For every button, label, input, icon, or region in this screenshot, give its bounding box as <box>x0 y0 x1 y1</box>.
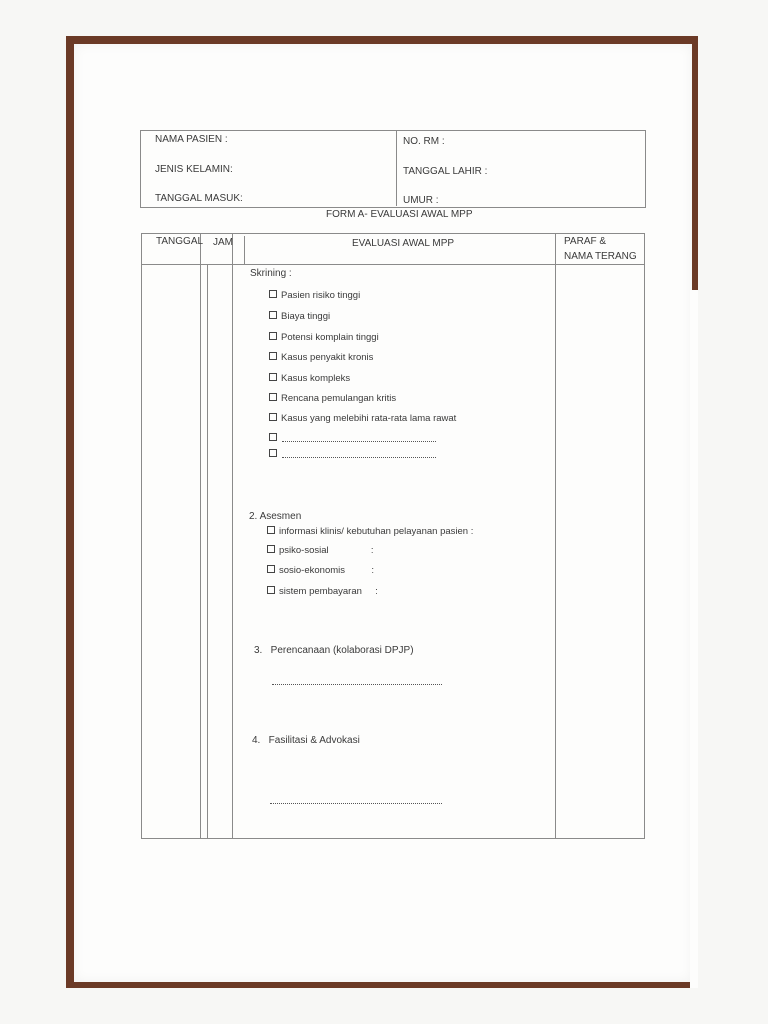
skrining-item: Biaya tinggi <box>269 311 330 323</box>
checkbox-icon <box>269 290 277 298</box>
asesmen-item: informasi klinis/ kebutuhan pelayanan pasien : <box>267 526 473 538</box>
inner-divider-header <box>244 236 245 264</box>
skrining-blank-item <box>269 433 281 445</box>
skrining-item: Rencana pemulangan kritis <box>269 393 396 405</box>
skrining-heading: Skrining : <box>250 268 292 279</box>
patient-info-divider <box>396 130 397 206</box>
asesmen-item: sosio-ekonomis : <box>267 565 374 577</box>
skrining-item: Potensi komplain tinggi <box>269 332 379 344</box>
header-paraf-line2: NAMA TERANG <box>564 251 637 262</box>
dotted-fill-line <box>282 441 436 442</box>
dotted-fill-line <box>282 457 436 458</box>
checkbox-icon <box>269 311 277 319</box>
checkbox-icon <box>269 413 277 421</box>
checkbox-icon <box>269 332 277 340</box>
checkbox-icon <box>269 373 277 381</box>
header-paraf-line1: PARAF & <box>564 236 607 247</box>
skrining-item: Kasus yang melebihi rata-rata lama rawat <box>269 413 456 425</box>
form-title: FORM A- EVALUASI AWAL MPP <box>326 209 473 220</box>
column-divider-jam <box>232 233 233 838</box>
perencanaan-heading: 3. Perencanaan (kolaborasi DPJP) <box>254 645 414 656</box>
tanggal-masuk-label: TANGGAL MASUK: <box>155 193 243 204</box>
column-divider-evaluasi <box>555 233 556 838</box>
no-rm-label: NO. RM : <box>403 136 445 147</box>
dotted-fill-line <box>272 684 442 685</box>
column-divider-tanggal <box>200 233 201 838</box>
skrining-item: Kasus penyakit kronis <box>269 352 373 364</box>
umur-label: UMUR : <box>403 195 439 206</box>
asesmen-heading: 2. Asesmen <box>249 511 302 522</box>
checkbox-icon <box>267 526 275 534</box>
checkbox-icon <box>267 565 275 573</box>
fasilitasi-heading: 4. Fasilitasi & Advokasi <box>252 735 360 746</box>
checkbox-icon <box>267 545 275 553</box>
checkbox-icon <box>269 352 277 360</box>
checkbox-icon <box>267 586 275 594</box>
asesmen-item: sistem pembayaran : <box>267 586 378 598</box>
dotted-fill-line <box>270 803 442 804</box>
nama-pasien-label: NAMA PASIEN : <box>155 134 228 145</box>
inner-divider-left <box>207 264 208 838</box>
checkbox-icon <box>269 433 277 441</box>
skrining-blank-item <box>269 449 281 461</box>
skrining-item: Pasien risiko tinggi <box>269 290 360 302</box>
checkbox-icon <box>269 449 277 457</box>
asesmen-item: psiko-sosial : <box>267 545 374 557</box>
header-evaluasi: EVALUASI AWAL MPP <box>352 238 455 249</box>
paper-edge <box>690 290 698 988</box>
table-header-rule <box>141 264 644 265</box>
skrining-item: Kasus kompleks <box>269 373 350 385</box>
checkbox-icon <box>269 393 277 401</box>
jenis-kelamin-label: JENIS KELAMIN: <box>155 164 233 175</box>
header-tanggal: TANGGAL <box>156 236 204 247</box>
tanggal-lahir-label: TANGGAL LAHIR : <box>403 166 488 177</box>
header-jam: JAM <box>213 237 233 248</box>
